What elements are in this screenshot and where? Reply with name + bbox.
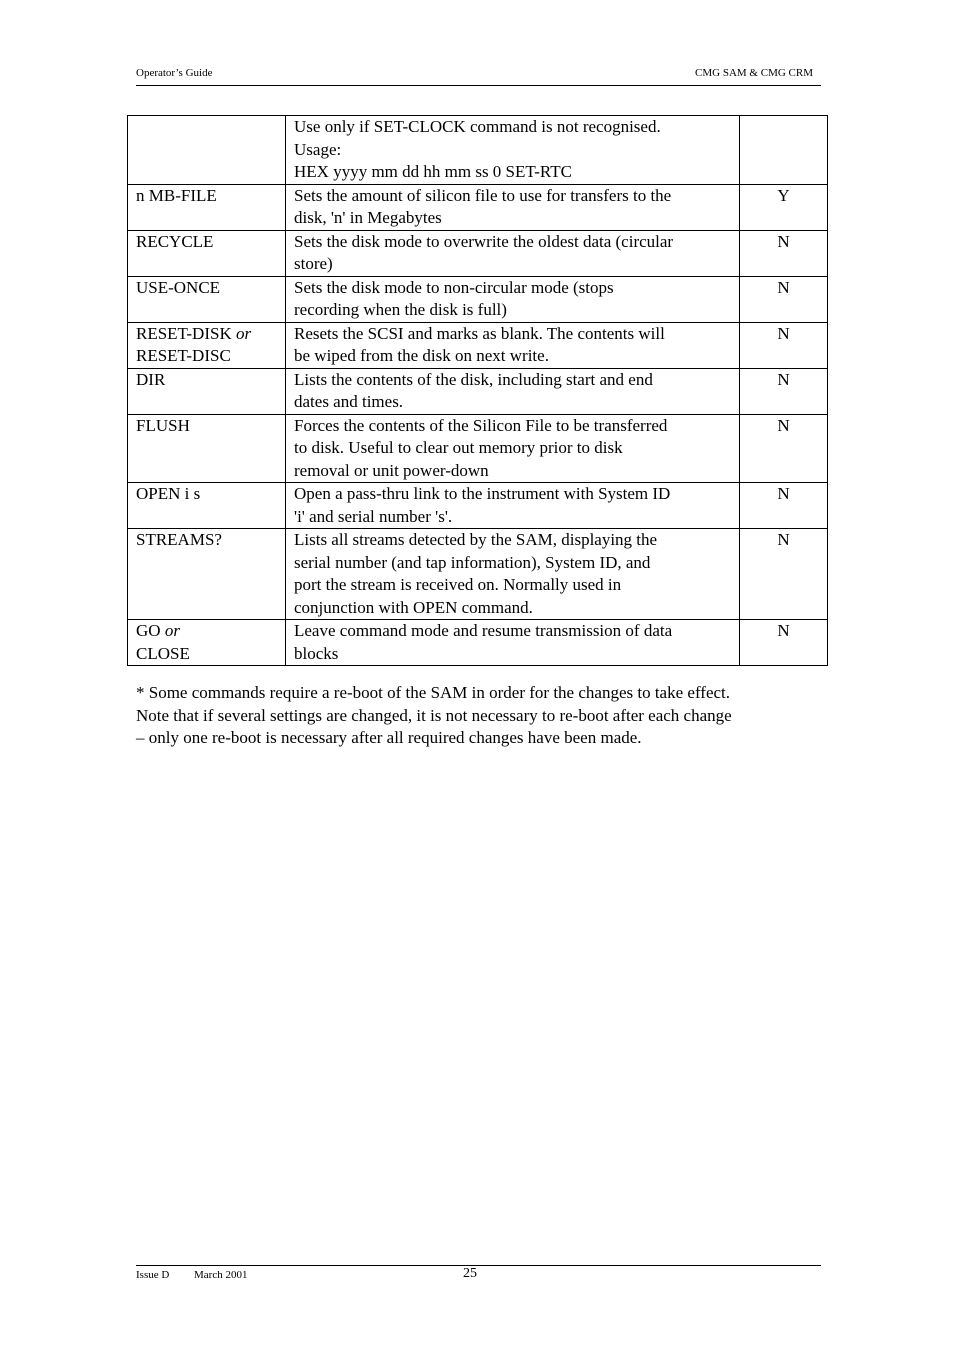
command-name: STREAMS? <box>136 530 222 549</box>
description-line: conjunction with OPEN command. <box>294 597 533 617</box>
description-line: Leave command mode and resume transmission of data <box>294 621 673 640</box>
command-alt-name: CLOSE <box>136 643 190 663</box>
reboot-flag-cell: N <box>740 529 828 620</box>
description-cell <box>286 368 740 414</box>
description-line: Sets the disk mode to non-circular mode (stops <box>294 277 614 297</box>
description-line: Use only if SET-CLOCK command is not recognised. <box>294 117 661 136</box>
reboot-flag-cell: N <box>740 414 828 483</box>
command-cell <box>128 276 286 322</box>
description-cell <box>286 184 740 230</box>
note-line: Note that if several settings are changed, it is not necessary to re-boot after each change <box>136 705 732 725</box>
description-line: removal or unit power-down <box>294 460 489 480</box>
description-cell <box>286 276 740 322</box>
command-cell <box>128 368 286 414</box>
table-row <box>128 368 828 414</box>
command-name: OPEN i s <box>136 484 201 503</box>
description-line: Sets the amount of silicon file to use for transfers to the <box>294 185 672 205</box>
page-number: 25 <box>463 1266 477 1281</box>
description-cell <box>286 483 740 529</box>
table-row <box>128 529 828 620</box>
command-cell <box>128 529 286 620</box>
command-name: GO <box>136 621 161 640</box>
header-product: CMG SAM & CMG CRM <box>695 67 813 79</box>
description-line: blocks <box>294 643 339 663</box>
command-name: RESET-DISK <box>136 323 232 343</box>
or-word: or <box>164 621 180 640</box>
reboot-flag-cell: N <box>740 276 828 322</box>
description-cell <box>286 529 740 620</box>
description-line: Lists all streams detected by the SAM, displaying the <box>294 530 658 549</box>
command-cell <box>128 414 286 483</box>
description-line: disk, 'n' in Megabytes <box>294 208 442 227</box>
command-cell <box>128 230 286 276</box>
command-name: USE-ONCE <box>136 277 221 297</box>
page-footer <box>136 1265 821 1286</box>
description-line: to disk. Useful to clear out memory prior to disk <box>294 438 623 457</box>
command-cell <box>128 184 286 230</box>
note-line: – only one re-boot is necessary after all required changes have been made. <box>136 728 642 747</box>
reboot-note <box>136 682 826 750</box>
table-row <box>128 116 828 185</box>
reboot-flag-cell: N <box>740 620 828 666</box>
description-line: serial number (and tap information), System ID, and <box>294 552 651 572</box>
description-cell <box>286 322 740 368</box>
description-cell <box>286 414 740 483</box>
table-row <box>128 230 828 276</box>
description-line: port the stream is received on. Normally used in <box>294 575 622 594</box>
description-line: Usage: <box>294 139 342 159</box>
description-cell <box>286 116 740 185</box>
table-row <box>128 620 828 666</box>
table-row <box>128 276 828 322</box>
command-table <box>127 115 828 666</box>
reboot-flag-cell: N <box>740 368 828 414</box>
command-cell <box>128 620 286 666</box>
description-line: dates and times. <box>294 392 404 411</box>
command-name: FLUSH <box>136 415 190 435</box>
or-word: or <box>235 323 252 343</box>
description-line: store) <box>294 254 333 273</box>
command-cell <box>128 483 286 529</box>
footer-date: March 2001 <box>194 1269 248 1281</box>
description-line: Forces the contents of the Silicon File to be transferred <box>294 415 668 435</box>
reboot-flag-cell: Y <box>740 184 828 230</box>
reboot-flag-cell <box>740 116 828 185</box>
description-cell <box>286 230 740 276</box>
header-doc-title: Operator’s Guide <box>136 67 213 79</box>
description-line: Resets the SCSI and marks as blank. The contents will <box>294 323 665 343</box>
command-name: n MB-FILE <box>136 185 217 205</box>
command-cell <box>128 116 286 185</box>
footer-issue: Issue D <box>136 1269 170 1281</box>
description-line: be wiped from the disk on next write. <box>294 346 549 365</box>
reboot-flag-cell: N <box>740 483 828 529</box>
table-row <box>128 414 828 483</box>
table-row <box>128 184 828 230</box>
note-line: * Some commands require a re-boot of the SAM in order for the changes to take effect. <box>136 683 731 702</box>
table-row <box>128 483 828 529</box>
table-row <box>128 322 828 368</box>
description-line: recording when the disk is full) <box>294 300 507 319</box>
command-cell <box>128 322 286 368</box>
command-alt-name: RESET-DISC <box>136 346 231 365</box>
reboot-flag-cell: N <box>740 322 828 368</box>
command-name: DIR <box>136 369 166 389</box>
reboot-flag-cell: N <box>740 230 828 276</box>
command-name: RECYCLE <box>136 231 214 251</box>
description-cell <box>286 620 740 666</box>
description-line: Sets the disk mode to overwrite the oldest data (circular <box>294 231 674 251</box>
page-header <box>136 67 821 86</box>
description-line: Lists the contents of the disk, including start and end <box>294 369 653 389</box>
description-line: 'i' and serial number 's'. <box>294 506 453 526</box>
description-line: Open a pass-thru link to the instrument with System ID <box>294 484 671 503</box>
description-line: HEX yyyy mm dd hh mm ss 0 SET-RTC <box>294 162 572 181</box>
